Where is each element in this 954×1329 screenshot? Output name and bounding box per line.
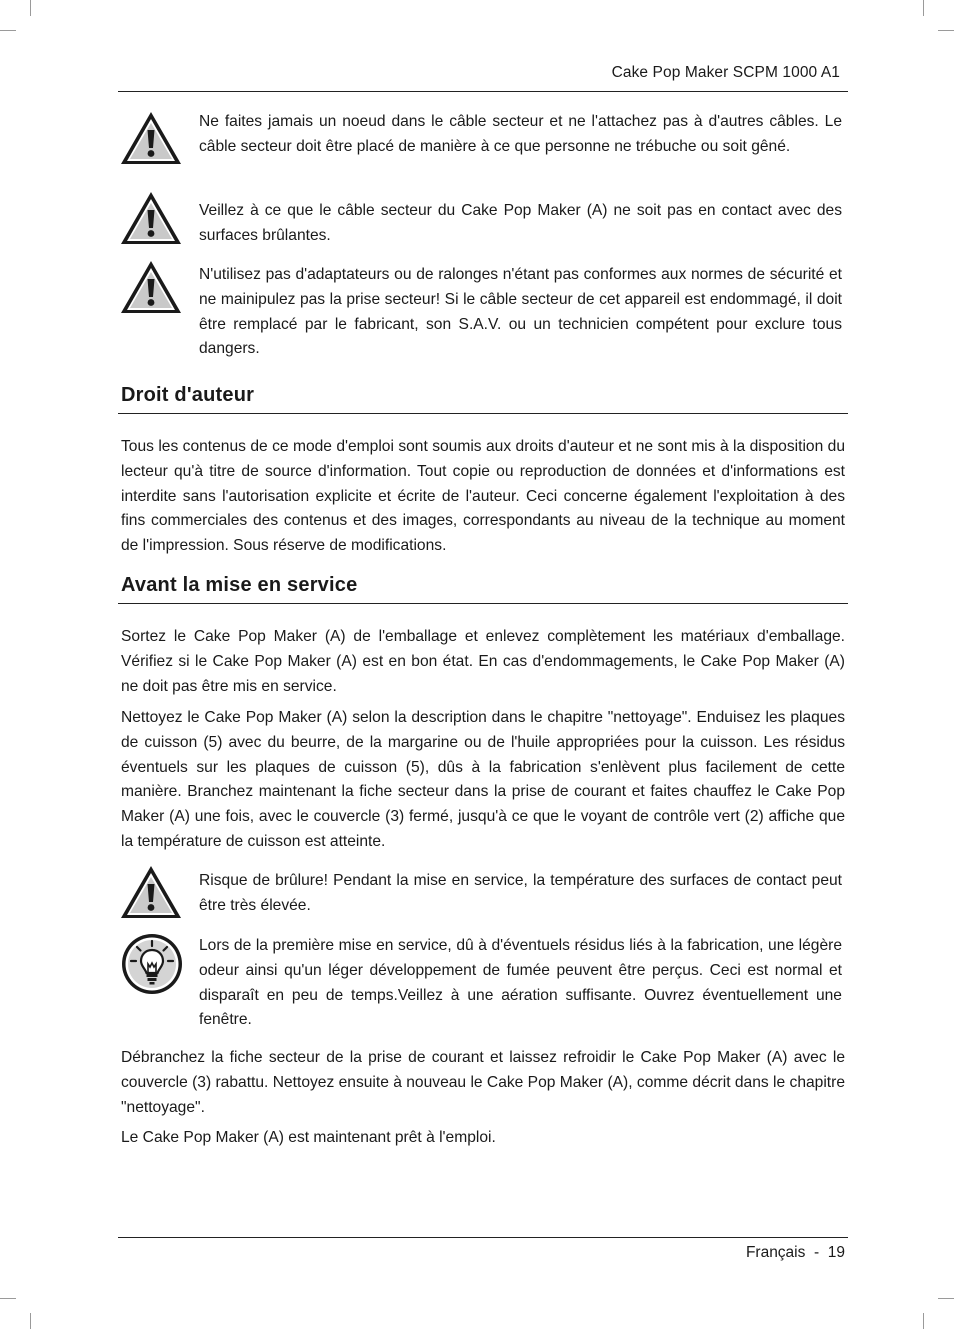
- crop-mark: [938, 30, 954, 31]
- section-rule: [118, 413, 848, 414]
- section-heading-copyright: Droit d'auteur: [121, 384, 255, 406]
- warning-text: N'utilisez pas d'adaptateurs ou de ralonges n'étant pas conformes aux normes de sécurité et ne mainipulez pas la prise secteur! Si le câble secteur de cet appareil est endommagé, il doit être remplacé par le fabricant, son S.A.V. ou un technicien compétent pour exclure tous dangers.: [199, 266, 842, 358]
- crop-mark: [938, 1298, 954, 1299]
- crop-mark: [30, 1313, 31, 1329]
- section-heading-setup: Avant la mise en service: [121, 574, 358, 596]
- warning-triangle-icon: [119, 110, 183, 166]
- crop-mark: [923, 0, 924, 16]
- setup-paragraph: Débranchez la fiche secteur de la prise de courant et laissez refroidir le Cake Pop Maker (A) avec le couvercle (3) rabattu. Nettoyez ensuite à nouveau le Cake Pop Maker (A), comme décrit dans le chapitre "nettoyage".: [121, 1049, 845, 1116]
- warning-triangle-icon: [119, 864, 183, 920]
- crop-mark: [923, 1313, 924, 1329]
- copyright-paragraph: Tous les contenus de ce mode d'emploi sont soumis aux droits d'auteur et ne sont mis à la disposition du lecteur qu'à titre de source d'information. Tout copie ou reproduction de données et d'informations est interdite sans l'autorisation explicite et écrite de l'auteur. Ceci concerne également l'exploitation à des fins commerciales des contenus et des images, correspondants au niveau de la technique au moment de l'impression. Sous réserve de modifications.: [121, 438, 845, 555]
- setup-paragraph: Nettoyez le Cake Pop Maker (A) selon la description dans le chapitre "nettoyage". Enduisez les plaques de cuisson (5) avec du beurre, de la margarine ou de l'huile appropriées pour la cuisson. Les résidus éventuels sur les plaques de cuisson (5), dûs à la fabrication s'enlèvent plus facilement de cette manière. Branchez maintenant la fiche secteur dans la prise de courant et faites chauffez le Cake Pop Maker (A) une fois, avec le couvercle (3) fermé, jusqu'à ce que le voyant de contrôle vert (2) affiche que la température de cuisson est atteinte.: [121, 709, 845, 850]
- running-header: Cake Pop Maker SCPM 1000 A1: [611, 64, 840, 81]
- section-rule: [118, 603, 848, 604]
- warning-text: Veillez à ce que le câble secteur du Cake Pop Maker (A) ne soit pas en contact avec des surfaces brûlantes.: [199, 202, 842, 244]
- footer-rule: [118, 1237, 848, 1238]
- tip-text: Lors de la première mise en service, dû à d'éventuels résidus liés à la fabrication, une légère odeur ainsi qu'un léger développement de fumée peuvent être perçus. Ceci est normal et disparaît en peu de temps.Veillez à une aération suffisante. Ouvrez éventuellement une fenêtre.: [199, 937, 842, 1029]
- crop-mark: [30, 0, 31, 16]
- warning-triangle-icon: [119, 259, 183, 315]
- lightbulb-tip-icon: [120, 932, 184, 996]
- page-number: Français - 19: [745, 1244, 845, 1261]
- note-text: Risque de brûlure! Pendant la mise en service, la température des surfaces de contact peut être très élevée.: [199, 872, 842, 914]
- crop-mark: [0, 30, 16, 31]
- crop-mark: [0, 1298, 16, 1299]
- warning-triangle-icon: [119, 190, 183, 246]
- setup-paragraph: Le Cake Pop Maker (A) est maintenant prêt à l'emploi.: [121, 1129, 496, 1146]
- warning-text: Ne faites jamais un noeud dans le câble secteur et ne l'attachez pas à d'autres câbles. Le câble secteur doit être placé de manière à ce que personne ne trébuche ou soit gêné.: [199, 113, 842, 155]
- header-rule: [118, 91, 848, 92]
- setup-paragraph: Sortez le Cake Pop Maker (A) de l'emballage et enlevez complètement les matériaux d'emballage. Vérifiez si le Cake Pop Maker (A) est en bon état. En cas d'endommagements, le Cake Pop Maker (A) ne doit pas être mis en service.: [121, 628, 845, 695]
